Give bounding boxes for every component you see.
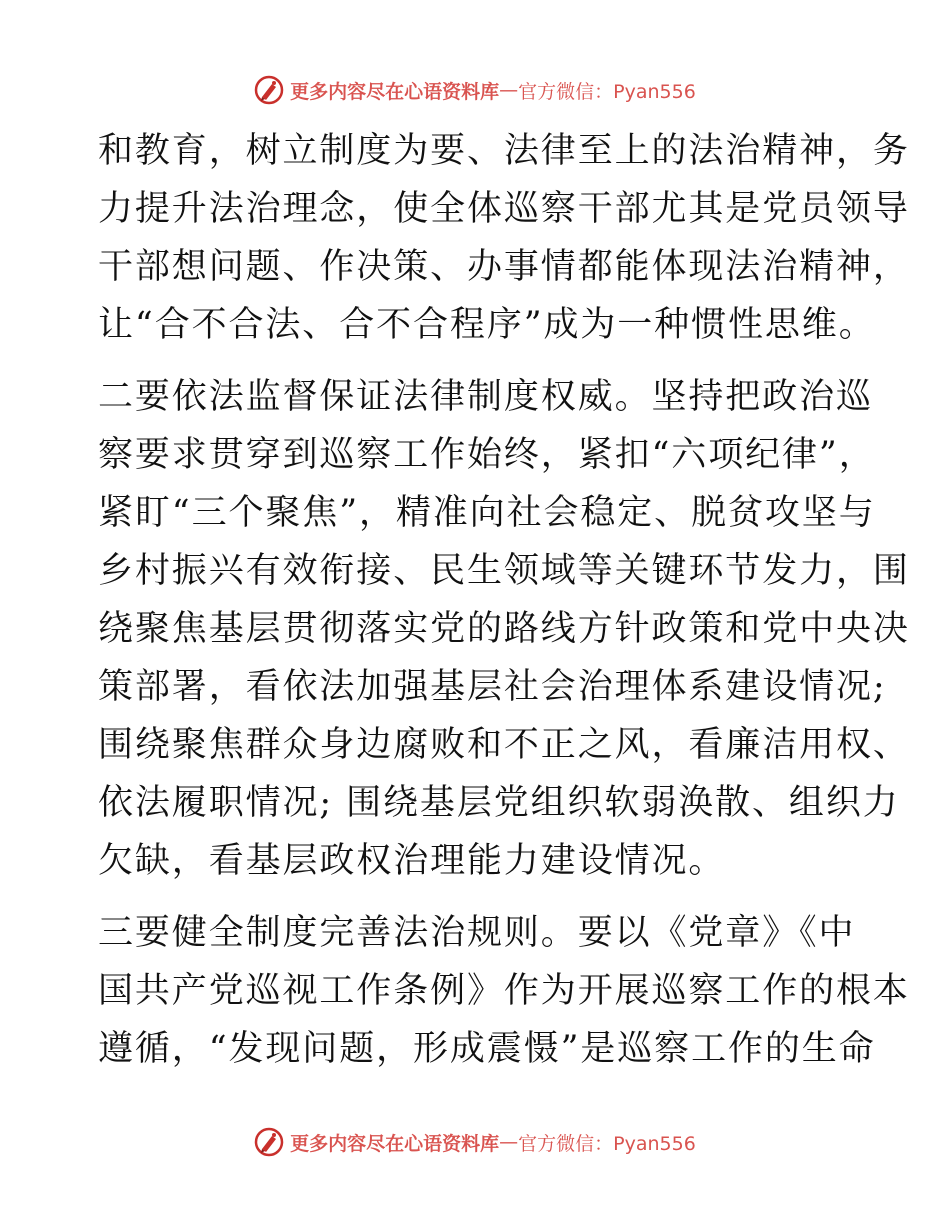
text-line: 围绕聚焦群众身边腐败和不正之风，看廉洁用权、: [98, 725, 910, 765]
text-line: 二要依法监督保证法律制度权威。坚持把政治巡: [98, 377, 873, 417]
text-line: 遵循，“发现问题，形成震慑”是巡察工作的生命: [98, 1029, 876, 1069]
text-line: 乡村振兴有效衔接、民生领域等关键环节发力，围: [98, 551, 910, 591]
text-line: 绕聚焦基层贯彻落实党的路线方针政策和党中央决: [98, 609, 910, 649]
paragraph-3: [98, 904, 910, 1078]
text-line: 策部署，看依法加强基层社会治理体系建设情况;: [98, 667, 887, 707]
text-line: 干部想问题、作决策、办事情都能体现法治精神，: [98, 247, 910, 287]
paragraph-1: [98, 122, 910, 354]
text-line: 三要健全制度完善法治规则。要以《党章》《中: [98, 913, 856, 953]
banner-title: 更多内容尽在心语资料库: [290, 80, 500, 103]
text-line: 欠缺，看基层政权治理能力建设情况。: [98, 841, 726, 881]
banner-dash: —: [499, 79, 519, 101]
banner-wechat: 官方微信：Pyan556: [518, 1132, 696, 1155]
banner-dash: —: [499, 1131, 519, 1153]
banner-wechat: 官方微信：Pyan556: [518, 80, 696, 103]
pen-logo-icon: [254, 1127, 284, 1157]
header-banner: [0, 70, 950, 110]
banner-title: 更多内容尽在心语资料库: [290, 1132, 500, 1155]
text-line: 依法履职情况; 围绕基层党组织软弱涣散、组织力: [98, 783, 900, 823]
paragraph-2: [98, 368, 910, 890]
text-line: 紧盯“三个聚焦”，精准向社会稳定、脱贫攻坚与: [98, 493, 876, 533]
text-line: 察要求贯穿到巡察工作始终，紧扣“六项纪律”，: [98, 435, 876, 475]
document-body: [98, 122, 910, 1078]
text-line: 让“合不合法、合不合程序”成为一种惯性思维。: [98, 305, 876, 345]
footer-banner: [0, 1122, 950, 1162]
text-line: 和教育，树立制度为要、法律至上的法治精神，务: [98, 131, 910, 171]
text-line: 国共产党巡视工作条例》作为开展巡察工作的根本: [98, 971, 910, 1011]
text-line: 力提升法治理念，使全体巡察干部尤其是党员领导: [98, 189, 910, 229]
pen-logo-icon: [254, 75, 284, 105]
